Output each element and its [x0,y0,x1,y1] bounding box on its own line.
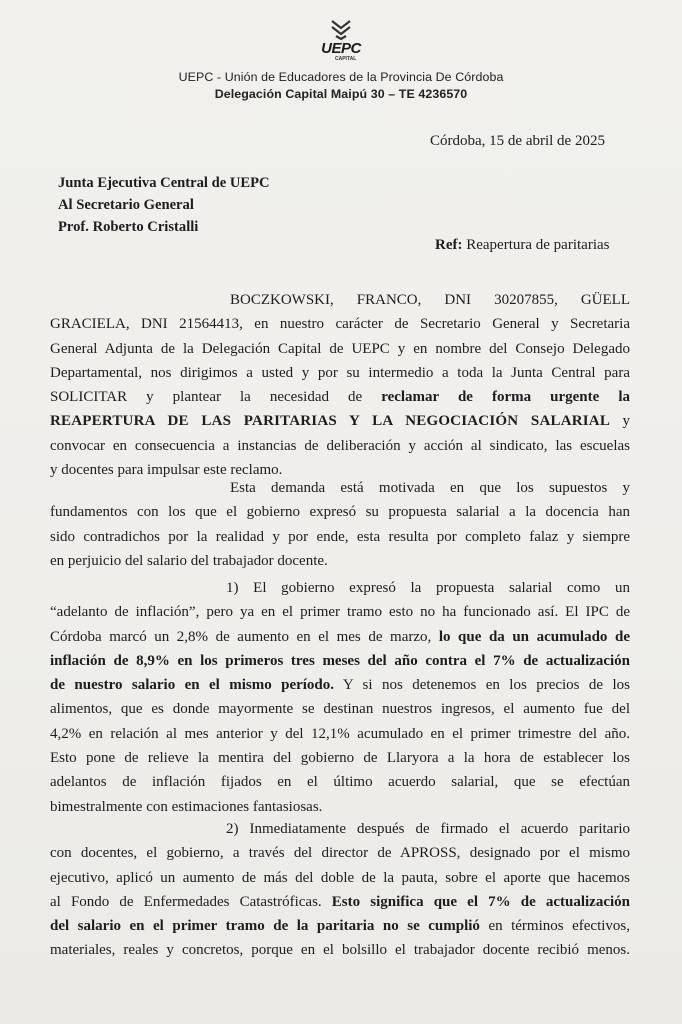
reference-text: Reapertura de paritarias [466,237,610,253]
text-line: REAPERTURA DE LAS PARITARIAS Y LA NEGOCIACIÓN SALARIAL y [50,413,630,430]
text-line: SOLICITAR y plantear la necesidad de reclamar de forma urgente la [50,389,630,406]
paragraph-1 [50,288,630,482]
text-line: Departamental, nos dirigimos a usted y por su intermedio a toda la Junta Central para [50,364,630,381]
text-line: BOCZKOWSKI, FRANCO, DNI 30207855, GÜELL [230,292,630,308]
text-line: 1) El gobierno expresó la propuesta salarial como un [226,580,630,596]
text-line: al Fondo de Enfermedades Catastróficas. Esto significa que el 7% de actualización [50,893,630,910]
text-line: 4,2% en relación al mes anterior y del 12,1% acumulado en el primer trimestre del año. [50,725,630,742]
text-line: alimentos, que es donde mayormente se destinan nuestros ingresos, el aumento fue del [50,701,630,718]
uepc-logo-icon [329,18,353,40]
text-line: Esta demanda está motivada en que los supuestos y [230,480,630,496]
reference-line [435,235,610,255]
text-line: sido contradichos por la realidad y por ende, esta resulta por completo falaz y siempre [50,528,630,545]
text-line: convocar en consecuencia a instancias de deliberación y acción al sindicato, las escuelas [50,437,630,454]
letter-date: Córdoba, 15 de abril de 2025 [430,133,605,149]
text-line: del salario en el primer tramo de la paritaria no se cumplió en términos efectivos, [50,918,630,935]
uepc-logo [301,18,381,64]
organization-address: Delegación Capital Maipú 30 – TE 4236570 [214,87,468,101]
text-line: 2) Inmediatamente después de firmado el acuerdo paritario [226,821,630,837]
text-line: con docentes, el gobierno, a través del director de APROSS, designado por el mismo [50,845,630,862]
brand-subtitle: CAPITAL [335,56,357,62]
text-line: GRACIELA, DNI 21564413, en nuestro carácter de Secretario General y Secretaria [50,316,630,333]
addressee-line: Al Secretario General [58,197,194,213]
text-line: Córdoba marcó un 2,8% de aumento en el mes de marzo, lo que da un acumulado de [50,628,630,645]
text-line: General Adjunta de la Delegación Capital de UEPC y en nombre del Consejo Delegado [50,340,630,357]
text-line: adelantos de inflación fijados en el último acuerdo salarial, que se efectúan [50,774,630,791]
organization-name: UEPC - Unión de Educadores de la Provincia De Córdoba [178,70,504,84]
text-line: de nuestro salario en el mismo período. Y si nos detenemos en los precios de los [50,677,630,694]
text-line: “adelanto de inflación”, pero ya en el primer tramo esto no ha funcionado así. El IPC de [50,604,630,621]
addressee-line: Junta Ejecutiva Central de UEPC [58,175,270,191]
paragraph-4 [50,817,630,963]
paragraph-3 [50,576,630,819]
text-line: bimestralmente con estimaciones fantasiosas. [50,798,323,815]
letterhead [0,18,682,103]
reference-label: Ref: [435,237,463,253]
text-line: inflación de 8,9% en los primeros tres meses del año contra el 7% de actualización [50,652,630,669]
text-line: y docentes para impulsar este reclamo. [50,462,283,479]
text-line: en perjuicio del salario del trabajador docente. [50,552,328,569]
paragraph-2 [50,476,630,573]
text-line: fundamentos con los que el gobierno expresó su propuesta salarial a la docencia han [50,504,630,521]
addressee-line: Prof. Roberto Cristalli [58,219,199,235]
text-line: Esto pone de relieve la mentira del gobierno de Llaryora a la hora de establecer los [50,750,630,767]
brand-name: UEPC [321,40,361,57]
text-line: ejecutivo, aplicó un aumento de más del doble de la pauta, sobre el aporte que hacemos [50,869,630,886]
text-line: materiales, reales y concretos, porque en el bolsillo el trabajador docente recibió menos. [50,942,630,959]
